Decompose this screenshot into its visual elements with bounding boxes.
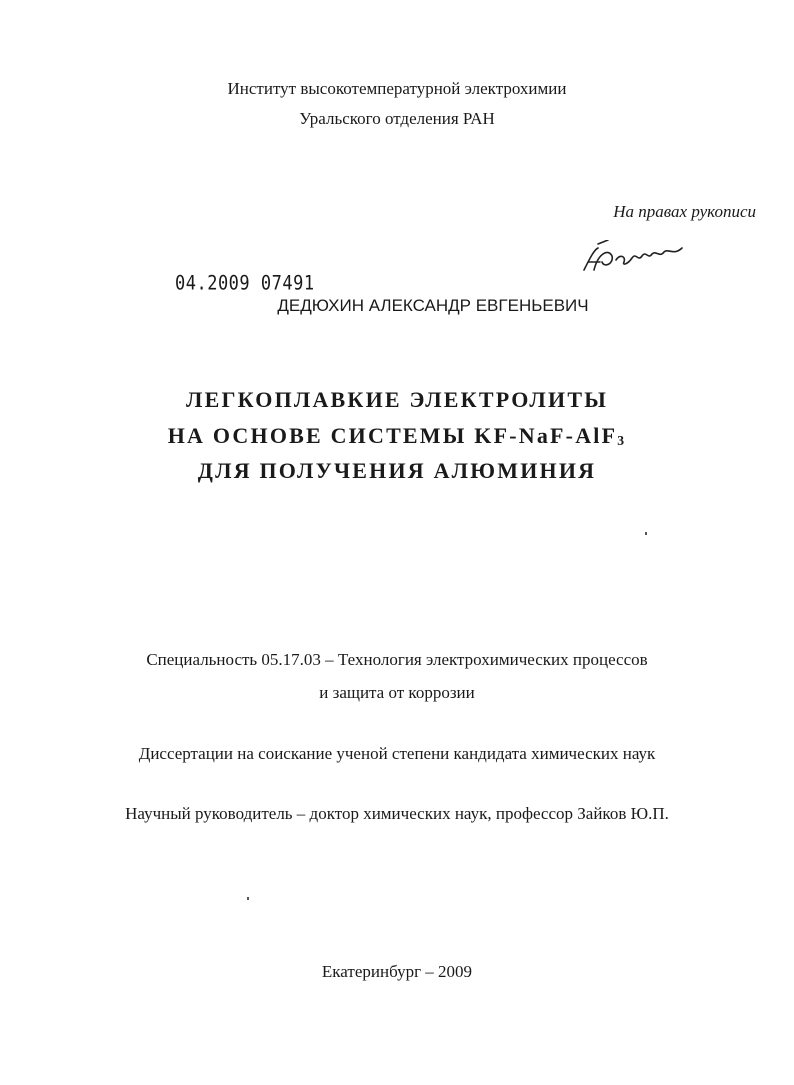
thesis-title-line1: ЛЕГКОПЛАВКИЕ ЭЛЕКТРОЛИТЫ [185, 387, 609, 412]
specialty-line2: и защита от коррозии [319, 683, 475, 702]
degree-statement: Диссертации на соискание ученой степени кандидата химических наук [138, 744, 656, 763]
scientific-supervisor: Научный руководитель – доктор химических наук, профессор Зайков Ю.П. [125, 804, 669, 823]
thesis-title-line3: ДЛЯ ПОЛУЧЕНИЯ АЛЮМИНИЯ [197, 458, 597, 483]
scan-speck [247, 897, 249, 900]
author-signature [578, 240, 698, 276]
institute-name-line2: Уральского отделения РАН [299, 109, 495, 128]
specialty-line1: Специальность 05.17.03 – Технология электрохимических процессов [146, 650, 648, 669]
registration-number: 04.2009 07491 [175, 272, 315, 295]
thesis-title-line2 [0, 423, 794, 449]
institute-name-line1: Институт высокотемпературной электрохимии [227, 79, 567, 98]
manuscript-note: На правах рукописи [613, 202, 756, 221]
city-year: Екатеринбург – 2009 [321, 962, 473, 981]
scan-speck [645, 532, 647, 535]
author-name: ДЕДЮХИН АЛЕКСАНДР ЕВГЕНЬЕВИЧ [277, 296, 589, 315]
thesis-title-subscript: 3 [617, 433, 627, 449]
thesis-title-line2-text: НА ОСНОВЕ СИСТЕМЫ KF-NaF-AlF [167, 423, 618, 448]
